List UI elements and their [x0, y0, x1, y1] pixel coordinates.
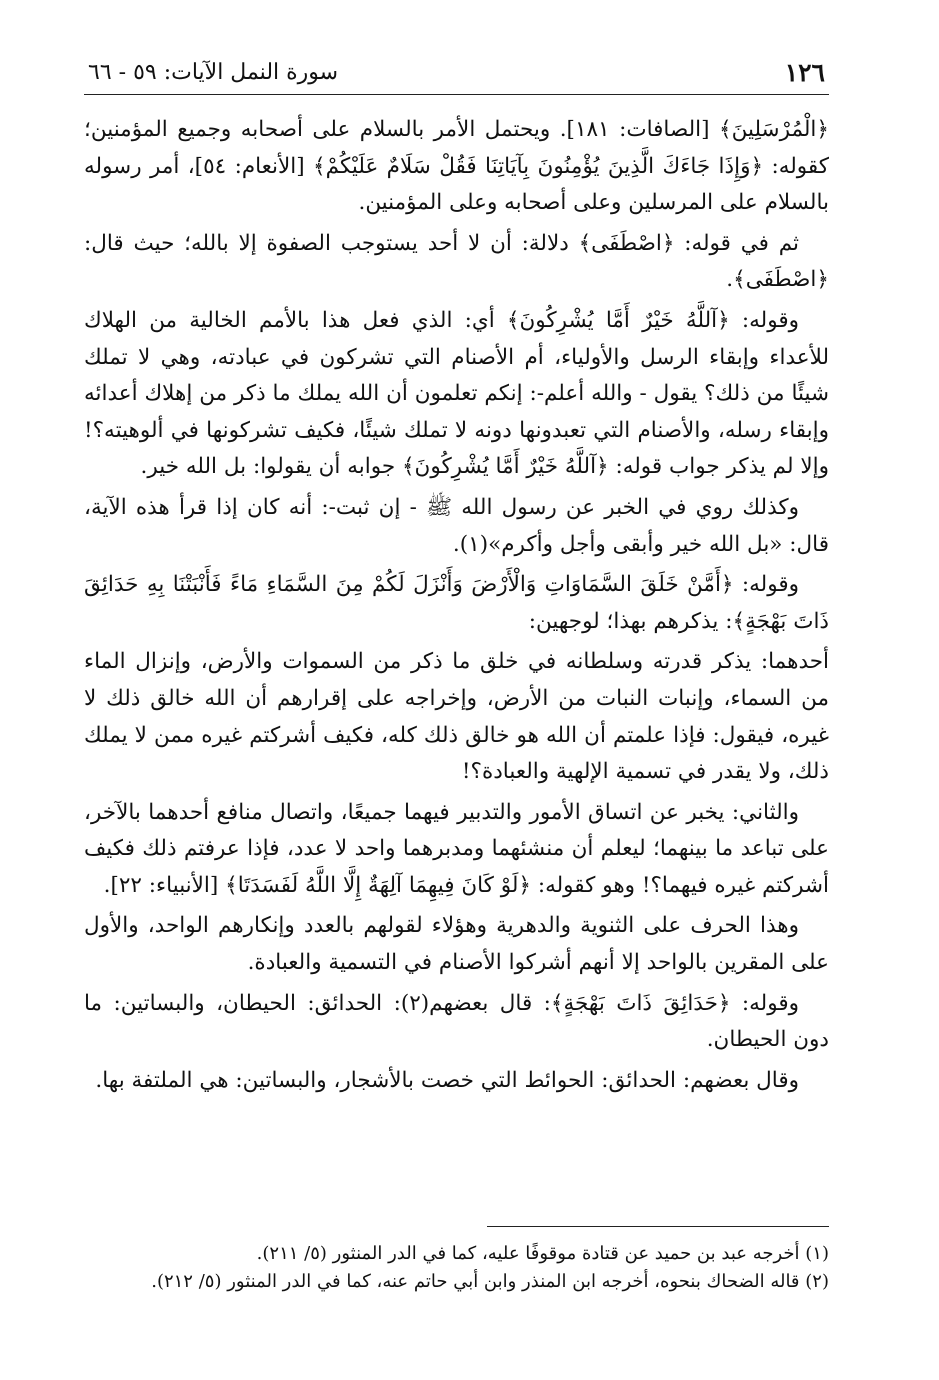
running-title: سورة النمل الآيات: ٥٩ - ٦٦ — [88, 60, 339, 85]
footnote-divider — [487, 1226, 829, 1227]
footnotes — [84, 1240, 829, 1296]
paragraph: أحدهما: يذكر قدرته وسلطانه في خلق ما ذكر من السموات والأرض، وإنزال الماء من السماء، وإنبات النبات من الأرض، وإخراجه على إقرارهم أن الله خالق ذلك لا غيره، فيقول: فإذا علمتم أن الله هو خالق ذلك كله، فكيف أشركتم غيره ممن لا يملك ذلك، ولا يقدر في تسمية الإلهية والعبادة؟! — [84, 649, 829, 785]
paragraph: وهذا الحرف على الثنوية والدهرية وهؤلاء لقولهم بالعدد وإنكارهم الواحد، والأول على المقرين بالواحد إلا أنهم أشركوا الأصنام في التسمية والعبادة. — [84, 913, 829, 976]
paragraph: والثاني: يخبر عن اتساق الأمور والتدبير فيهما جميعًا، واتصال منافع أحدهما بالآخر، على تباعد ما بينهما؛ ليعلم أن منشئهما ومدبرهما واحد لا عدد، فإذا عرفتم ذلك فكيف أشركتم غيره فيهما؟! وهو كقوله: ﴿لَوْ كَانَ فِيهِمَا آلِهَةٌ إِلَّا اللَّهُ لَفَسَدَتَا﴾ [الأنبياء: ٢٢]. — [84, 799, 829, 898]
page-header — [84, 54, 829, 95]
main-text — [84, 112, 829, 1099]
page-number: ١٢٦ — [784, 58, 825, 87]
paragraph: وقوله: ﴿حَدَائِقَ ذَاتَ بَهْجَةٍ﴾: قال بعضهم(٢): الحدائق: الحيطان، والبساتين: ما دون الحيطان. — [84, 990, 829, 1053]
paragraph: ثم في قوله: ﴿اصْطَفَى﴾ دلالة: أن لا أحد يستوجب الصفوة إلا بالله؛ حيث قال: ﴿اصْطَفَى﴾. — [84, 230, 829, 293]
paragraph: وقوله: ﴿أَمَّنْ خَلَقَ السَّمَاوَاتِ وَالْأَرْضَ وَأَنْزَلَ لَكُمْ مِنَ السَّمَاءِ مَاءً فَأَنْبَتْنَا بِهِ حَدَائِقَ ذَاتَ بَهْجَةٍ﴾: يذكرهم بهذا؛ لوجهين: — [84, 572, 829, 634]
paragraph: وكذلك روي في الخبر عن رسول الله ﷺ - إن ثبت-: أنه كان إذا قرأ هذه الآية، قال: «بل الله خير وأبقى وأجل وأكرم»(١). — [84, 494, 829, 557]
footnote: (٢) قاله الضحاك بنحوه، أخرجه ابن المنذر وابن أبي حاتم عنه، كما في الدر المنثور (٥/ ٢١٢). — [151, 1271, 829, 1292]
footnote: (١) أخرجه عبد بن حميد عن قتادة موقوفًا عليه، كما في الدر المنثور (٥/ ٢١١). — [256, 1243, 829, 1264]
paragraph: ﴿الْمُرْسَلِينَ﴾ [الصافات: ١٨١]. ويحتمل الأمر بالسلام على أصحابه وجميع المؤمنين؛ كقوله: ﴿وَإِذَا جَاءَكَ الَّذِينَ يُؤْمِنُونَ بِآيَاتِنَا فَقُلْ سَلَامٌ عَلَيْكُمْ﴾ [الأنعام: ٥٤]، أمر رسوله بالسلام على المرسلين وعلى أصحابه وعلى المؤمنين. — [84, 117, 829, 216]
paragraph: وقوله: ﴿آللَّهُ خَيْرٌ أَمَّا يُشْرِكُونَ﴾ أي: الذي فعل هذا بالأمم الخالية من الهلاك للأعداء وإبقاء الرسل والأولياء، أم الأصنام التي تشركون في عبادته، وهي لا تملك شيئًا من ذلك؟ يقول - والله أعلم-: إنكم تعلمون أن الله يملك ما ذكر من إهلاك أعدائه وإبقاء رسله، والأصنام التي تعبدونها دونه لا تملك شيئًا، فكيف تشركونها في ألوهيته؟! وإلا لم يذكر جواب قوله: ﴿آللَّهُ خَيْرٌ أَمَّا يُشْرِكُونَ﴾ جوابه أن يقولوا: بل الله خير. — [84, 307, 829, 480]
paragraph: وقال بعضهم: الحدائق: الحوائط التي خصت بالأشجار، والبساتين: هي الملتفة بها. — [95, 1067, 799, 1093]
